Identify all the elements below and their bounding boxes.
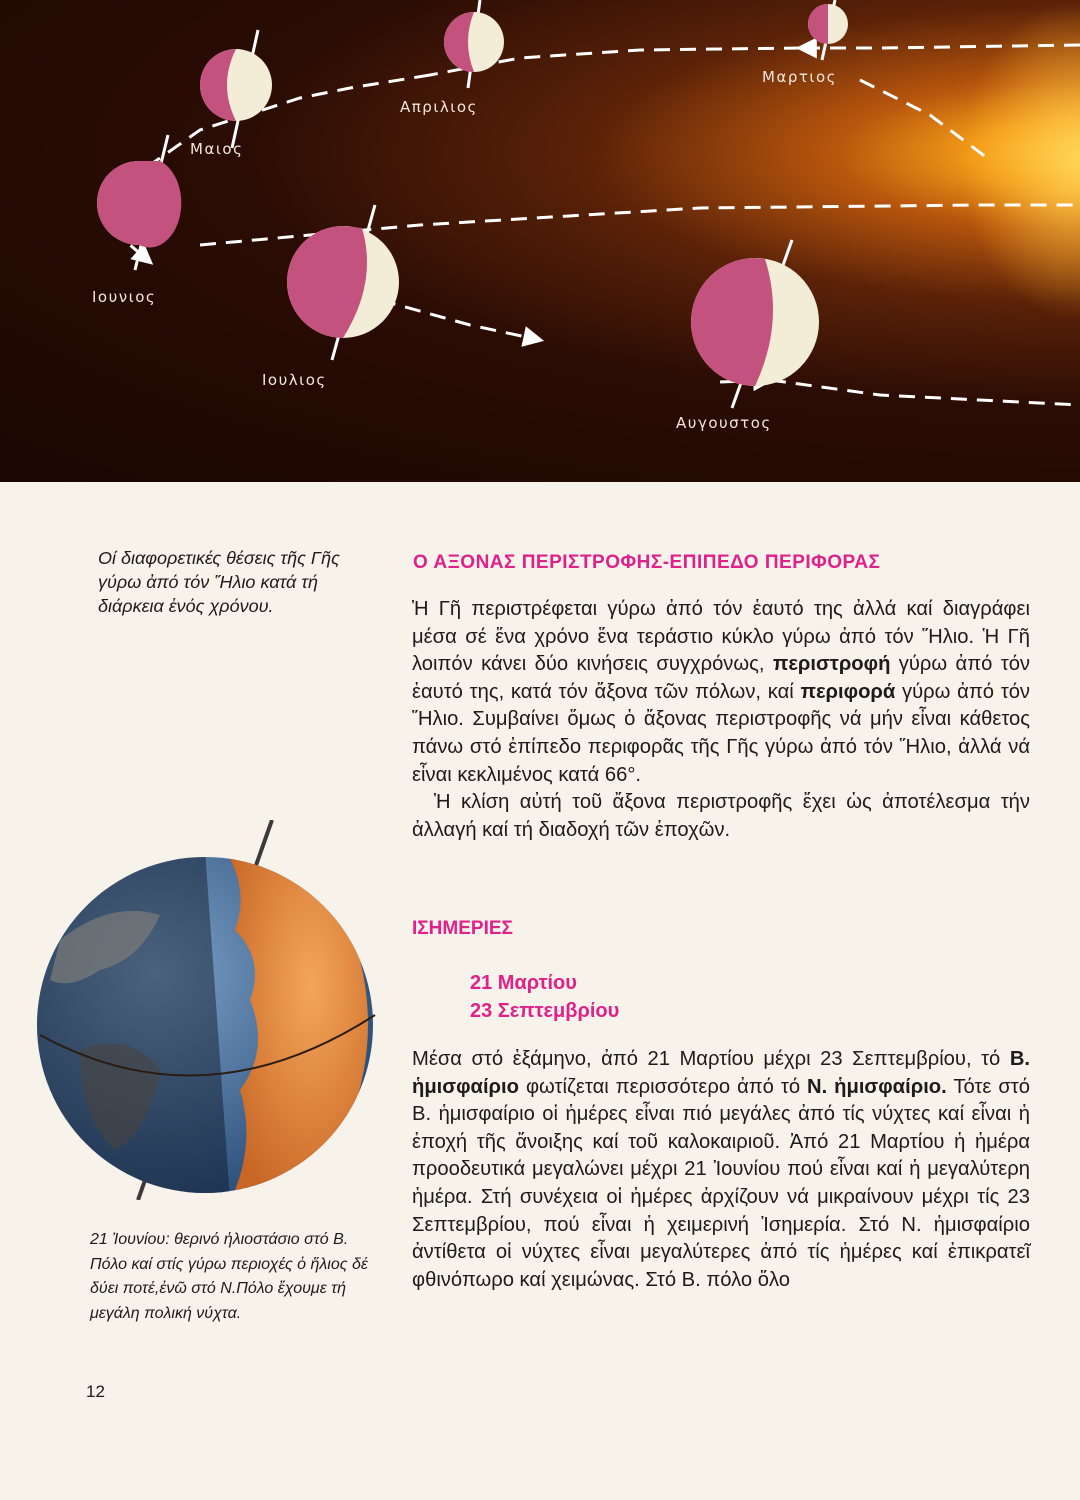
label-may: Μαιος	[190, 140, 244, 158]
globe-image	[20, 820, 390, 1200]
equinox-date-september: 23 Σεπτεμβρίου	[470, 1000, 620, 1022]
label-july: Ιουλιος	[262, 371, 327, 389]
paragraph-equinox	[412, 1046, 1030, 1294]
para1-text-1: Ἡ Γῆ περιστρέφεται γύρω ἀπό τόν ἑαυτό της ἀλλά καί διαγράφει μέσα σέ ἕνα χρόνο ἕνα τεράστιο κύκλο γύρω ἀπό τόν Ἥλιο. Ἡ Γῆ λοιπόν κάνει δύο κινήσεις συγχρόνως,	[412, 598, 1030, 676]
caption-solstice: 21 Ἰουνίου: θερινό ἡλιοστάσιο στό Β. Πόλο καί στίς γύρω περιοχές ὁ ἥλιος δέ δύει ποτέ,ἐνῶ στό Ν.Πόλο ἔχουμε τή μεγάλη πολική νύχτα.	[90, 1231, 368, 1322]
page-number: 12	[86, 1382, 105, 1401]
para1-text-3: γύρω ἀπό τόν Ἥλιο. Συμβαίνει ὅμως ὁ ἄξονας περιστροφῆς νά μήν εἶναι κάθετος πάνω στό ἐπίπεδο περιφορᾶς τῆς Γῆς γύρω ἀπό τόν Ἥλιο, ἀλλά νά εἶναι κεκλιμένος κατά 66°.	[412, 680, 1031, 786]
para2-text-2: φωτίζεται περισσότερο ἀπό τό	[525, 1075, 801, 1098]
orbit-illustration	[0, 0, 1080, 482]
para2-text-1: Μέσα στό ἑξάμηνο, ἀπό 21 Μαρτίου μέχρι 23 Σεπτεμβρίου, τό	[412, 1048, 1001, 1070]
label-march: Μαρτιος	[762, 68, 837, 86]
para1-text-2: γύρω ἀπό τόν ἑαυτό της, κατά τόν ἄξονα τῶν πόλων, καί	[412, 653, 1031, 703]
label-august: Αυγουστος	[676, 414, 772, 432]
label-april: Απριλιος	[400, 98, 478, 116]
term-north-hemisphere: Β. ἡμισφαίριο	[412, 1048, 1031, 1098]
earth-april	[444, 0, 504, 88]
globe-illustration	[20, 820, 390, 1200]
equinox-title: ΙΣΗΜΕΡΙΕΣ	[412, 918, 513, 939]
paragraph-axis	[412, 596, 1030, 844]
label-june: Ιουνιος	[92, 288, 157, 306]
earth-may	[200, 30, 272, 148]
section-title: Ο ΑΞΟΝΑΣ ΠΕΡΙΣΤΡΟΦΗΣ-ΕΠΙΠΕΔΟ ΠΕΡΙΦΟΡΑΣ	[413, 552, 881, 573]
term-rotation: περιστροφή	[772, 653, 891, 676]
para1-text-4: Ἡ κλίση αὐτή τοῦ ἄξονα περιστροφῆς ἔχει ὡς ἀποτέλεσμα τήν ἀλλαγή καί τή διαδοχή τῶν ἐποχῶν.	[412, 791, 1030, 841]
caption-orbit: Οί διαφορετικές θέσεις τῆς Γῆς γύρω ἀπό τόν Ἥλιο κατά τή διάρκεια ἑνός χρόνου.	[98, 548, 340, 616]
term-south-hemisphere: Ν. ἡμισφαίριο.	[807, 1075, 947, 1098]
orbit-diagram	[0, 0, 1080, 482]
sun-glow	[780, 0, 1080, 400]
para2-text-3: Τότε στό Β. ἡμισφαίριο οἱ ἡμέρες εἶναι πιό μεγάλες ἀπό τίς νύχτες καί εἶναι ἡ ἐποχή τῆς ἄνοιξης καί τοῦ καλοκαιριοῦ. Ἀπό 21 Μαρτίου ἡ ἡμέρα προοδευτικά μεγαλώνει μέχρι 21 Ἰουνίου πού εἶναι καί ἡ μεγαλύτερη ἡμέρα. Στή συνέχεια οἱ ἡμέρες ἀρχίζουν νά μικραίνουν μέχρι τίς 23 Σεπτεμβρίου, πού εἶναι ἡ χειμερινή Ἰσημερία. Στό Ν. ἡμισφαίριο ἀντίθετα οἱ νύχτες εἶναι μεγαλύτερες ἀπό τίς ἡμέρες καί ἐπικρατεῖ φθινόπωρο καί χειμώνας. Στό Β. πόλο ὅλο	[412, 1075, 1030, 1291]
equinox-date-march: 21 Μαρτίου	[470, 972, 577, 994]
term-revolution: περιφορά	[800, 680, 896, 703]
earth-june	[97, 135, 181, 270]
